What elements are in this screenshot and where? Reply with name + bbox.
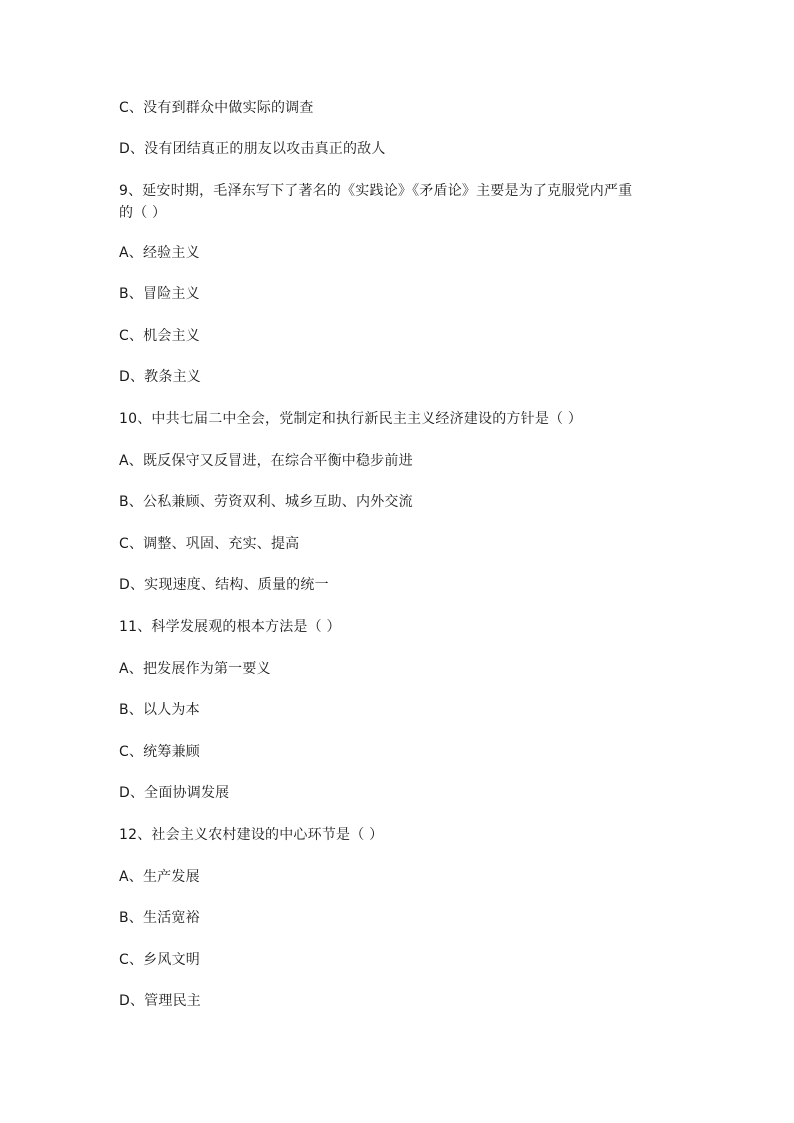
option-d-q9: D、教条主义 [119,369,201,385]
option-a-q12: A、生产发展 [119,869,200,885]
option-c-q11: C、统筹兼顾 [119,744,200,760]
option-d-q8: D、没有团结真正的朋友以攻击真正的敌人 [119,141,386,157]
option-a-q9: A、经验主义 [119,245,200,261]
option-a-q11: A、把发展作为第一要义 [119,661,271,677]
option-b-q11: B、以人为本 [119,702,200,718]
option-d-q12: D、管理民主 [119,993,201,1009]
question-10: 10、中共七届二中全会，党制定和执行新民主主义经济建设的方针是（ ） [119,411,583,427]
option-c-q8: C、没有到群众中做实际的调查 [119,100,314,116]
question-11: 11、科学发展观的根本方法是（ ） [119,619,341,635]
option-d-q11: D、全面协调发展 [119,785,230,801]
question-9: 9、延安时期，毛泽东写下了著名的《实践论》《矛盾论》主要是为了克服党内严重的（ ） [119,183,633,221]
question-12: 12、社会主义农村建设的中心环节是（ ） [119,827,384,843]
option-b-q12: B、生活宽裕 [119,910,200,926]
option-c-q10: C、调整、巩固、充实、提高 [119,536,300,552]
option-c-q9: C、机会主义 [119,328,200,344]
option-d-q10: D、实现速度、结构、质量的统一 [119,577,329,593]
option-b-q10: B、公私兼顾、劳资双利、城乡互助、内外交流 [119,494,413,510]
option-a-q10: A、既反保守又反冒进，在综合平衡中稳步前进 [119,453,413,469]
option-b-q9: B、冒险主义 [119,286,200,302]
option-c-q12: C、乡风文明 [119,952,200,968]
